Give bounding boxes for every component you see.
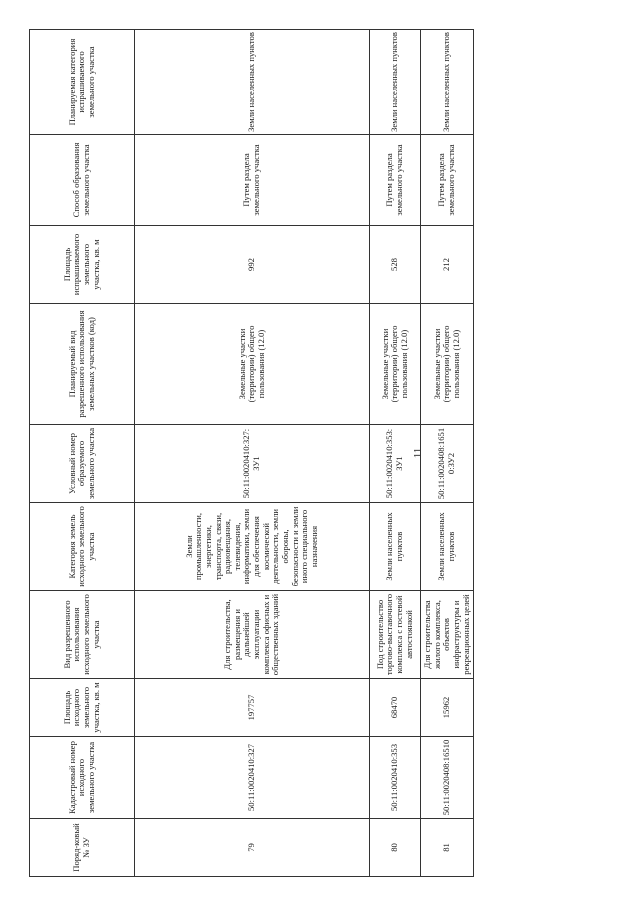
cell-num: 79 [135, 819, 370, 877]
cell-area: 197757 [135, 679, 370, 737]
cell-planned-use: Земельные участки (территории) общего пользования (12.0) [370, 304, 421, 425]
header-cond-num: Условный номер образуемого земельного участка [30, 425, 135, 503]
cell-cadastral: 50:11:0020408:16510 [421, 737, 474, 819]
table-row [370, 30, 421, 877]
cell-method: Путем раздела земельного участка [135, 135, 370, 226]
header-planned-use: Планируемый вид разрешенного использования земельных участков (код) [30, 304, 135, 425]
cell-category: Земли населенных пунктов [421, 503, 474, 591]
cell-category: Земли промышленности, энергетики, транспорта, связи, радиовещания, телевидения, информатики, земли для обеспечения космической деятельности, земли обороны, безопасности и земли иного специального назначения [135, 503, 370, 591]
cell-cadastral: 50:11:0020410:353 [370, 737, 421, 819]
table-header-row [30, 30, 135, 877]
cell-num: 81 [421, 819, 474, 877]
header-req-area: Площадь испрашиваемого земельного участка, кв. м [30, 226, 135, 304]
cell-area: 68470 [370, 679, 421, 737]
cell-planned-cat: Земли населенных пунктов [370, 30, 421, 135]
rotated-table-wrapper [29, 30, 471, 877]
cell-planned-use: Земельные участки (территории) общего пользования (12.0) [135, 304, 370, 425]
header-use: Вид разрешенного использования исходного земельного участка [30, 591, 135, 679]
header-num: Поряд-ковый № ЗУ [30, 819, 135, 877]
cell-planned-cat: Земли населенных пунктов [421, 30, 474, 135]
cell-cond-num: 50:11:0020410:327:ЗУ1 [135, 425, 370, 503]
table-row [421, 30, 474, 877]
cell-cadastral: 50:11:0020410:327 [135, 737, 370, 819]
header-category: Категория земель исходного земельного участка [30, 503, 135, 591]
cell-use: Для строительства, размещения и дальнейшей эксплуатации комплекса офисных и общественных зданий [135, 591, 370, 679]
land-plots-table [29, 29, 474, 877]
page-number-text: 11 [412, 447, 424, 459]
cell-area: 15962 [421, 679, 474, 737]
cell-use: Под строительство торгово-выставочного комплекса с гостевой автостоянкой [370, 591, 421, 679]
cell-planned-cat: Земли населенных пунктов [135, 30, 370, 135]
table-row [135, 30, 370, 877]
header-method: Способ образования земельного участка [30, 135, 135, 226]
header-cadastral: Кадастровый номер исходного земельного участка [30, 737, 135, 819]
cell-use: Для строительства жилого комплекса, объектов инфраструктуры и рекреационных целей [421, 591, 474, 679]
cell-method: Путем раздела земельного участка [421, 135, 474, 226]
cell-cond-num: 50:11:0020410:353:ЗУ1 [370, 425, 421, 503]
cell-cond-num: 50:11:0020408:16510:ЗУ2 [421, 425, 474, 503]
header-area: Площадь исходного земельного участка, кв. м [30, 679, 135, 737]
cell-category: Земли населенных пунктов [370, 503, 421, 591]
cell-req-area: 992 [135, 226, 370, 304]
header-planned-cat: Планируемая категория испрашиваемого земельного участка [30, 30, 135, 135]
cell-num: 80 [370, 819, 421, 877]
cell-method: Путем раздела земельного участка [370, 135, 421, 226]
cell-planned-use: Земельные участки (территории) общего пользования (12.0) [421, 304, 474, 425]
cell-req-area: 212 [421, 226, 474, 304]
cell-req-area: 528 [370, 226, 421, 304]
